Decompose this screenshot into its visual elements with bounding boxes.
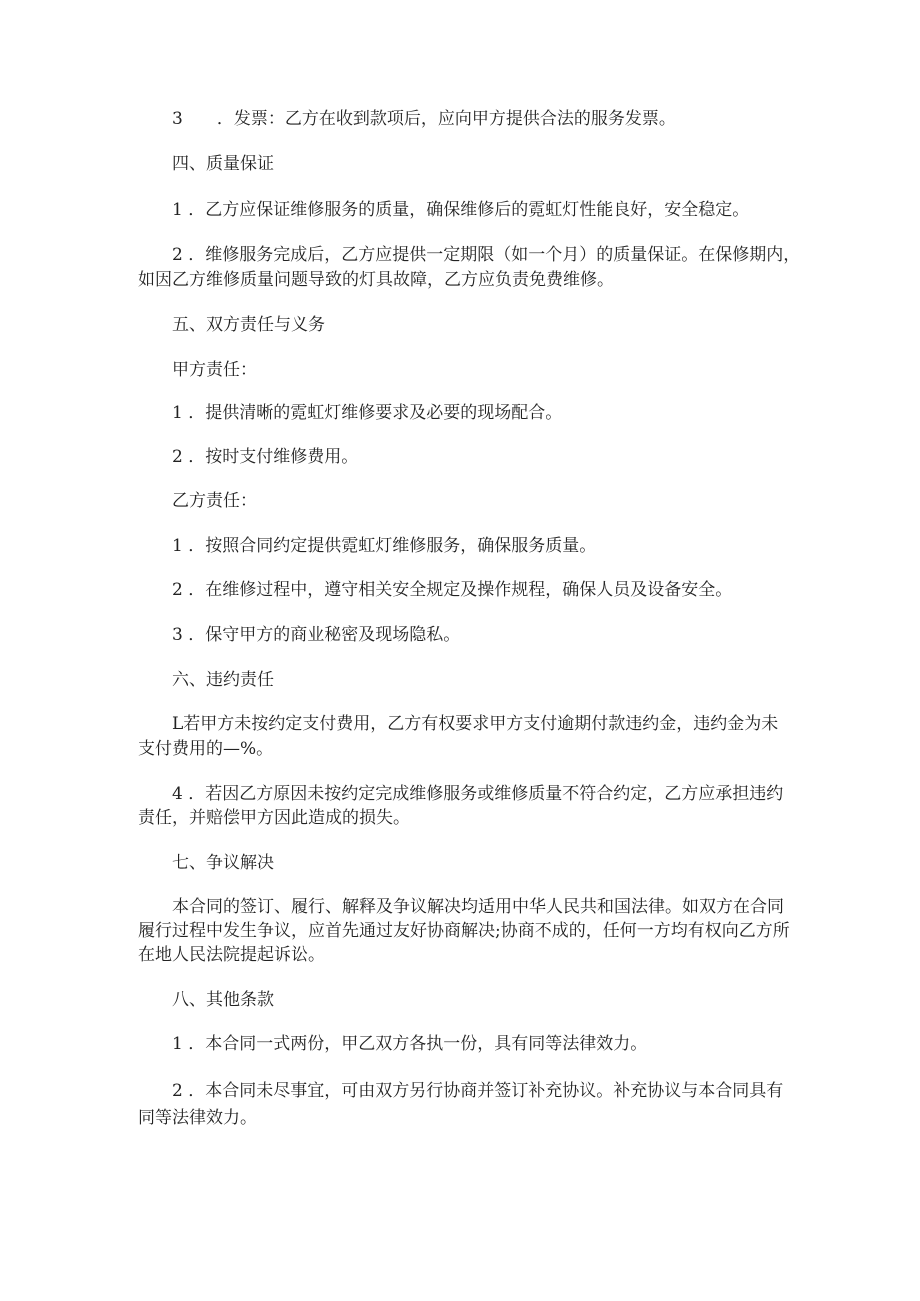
other-clause-1: 1 ．本合同一式两份，甲乙双方各执一份，具有同等法律效力。 xyxy=(172,1034,648,1054)
party-b-clause-2: 2 ．在维修过程中，遵守相关安全规定及操作规程，确保人员及设备安全。 xyxy=(172,580,733,600)
breach-clause-1-line-2: 支付费用的—%。 xyxy=(138,739,274,759)
breach-clause-4-line-2: 责任，并赔偿甲方因此造成的损失。 xyxy=(138,808,410,828)
party-b-heading: 乙方责任： xyxy=(172,491,257,511)
section-heading-responsibilities: 五、双方责任与义务 xyxy=(172,315,325,335)
breach-clause-4-line-1: 4 ．若因乙方原因未按约定完成维修服务或维修质量不符合约定，乙方应承担违约 xyxy=(172,784,784,804)
section-heading-other: 八、其他条款 xyxy=(172,990,274,1010)
breach-clause-1-line-1: L若甲方未按约定支付费用，乙方有权要求甲方支付逾期付款违约金，违约金为未 xyxy=(172,714,779,734)
disputes-paragraph-line-3: 在地人民法院提起诉讼。 xyxy=(138,945,325,965)
section-heading-quality: 四、质量保证 xyxy=(172,154,274,174)
party-a-clause-2: 2 ．按时支付维修费用。 xyxy=(172,447,359,467)
section-heading-disputes: 七、争议解决 xyxy=(172,853,274,873)
quality-clause-2-line-2: 如因乙方维修质量问题导致的灯具故障，乙方应负责免费维修。 xyxy=(138,270,614,290)
other-clause-2-line-2: 同等法律效力。 xyxy=(138,1108,257,1128)
section-heading-breach: 六、违约责任 xyxy=(172,670,274,690)
party-b-clause-1: 1 ．按照合同约定提供霓虹灯维修服务，确保服务质量。 xyxy=(172,536,597,556)
invoice-clause: 3 ．发票：乙方在收到款项后，应向甲方提供合法的服务发票。 xyxy=(172,109,676,129)
party-a-clause-1: 1 ．提供清晰的霓虹灯维修要求及必要的现场配合。 xyxy=(172,403,563,423)
party-b-clause-3: 3 ．保守甲方的商业秘密及现场隐私。 xyxy=(172,625,461,645)
party-a-heading: 甲方责任： xyxy=(172,360,257,380)
disputes-paragraph-line-2: 履行过程中发生争议，应首先通过友好协商解决;协商不成的，任何一方均有权向乙方所 xyxy=(138,921,790,941)
quality-clause-2-line-1: 2 ．维修服务完成后，乙方应提供一定期限（如一个月）的质量保证。在保修期内， xyxy=(172,245,801,265)
disputes-paragraph-line-1: 本合同的签订、履行、解释及争议解决均适用中华人民共和国法律。如双方在合同 xyxy=(172,897,784,917)
quality-clause-1: 1 ．乙方应保证维修服务的质量，确保维修后的霓虹灯性能良好，安全稳定。 xyxy=(172,200,750,220)
other-clause-2-line-1: 2 ．本合同未尽事宜，可由双方另行协商并签订补充协议。补充协议与本合同具有 xyxy=(172,1081,784,1101)
